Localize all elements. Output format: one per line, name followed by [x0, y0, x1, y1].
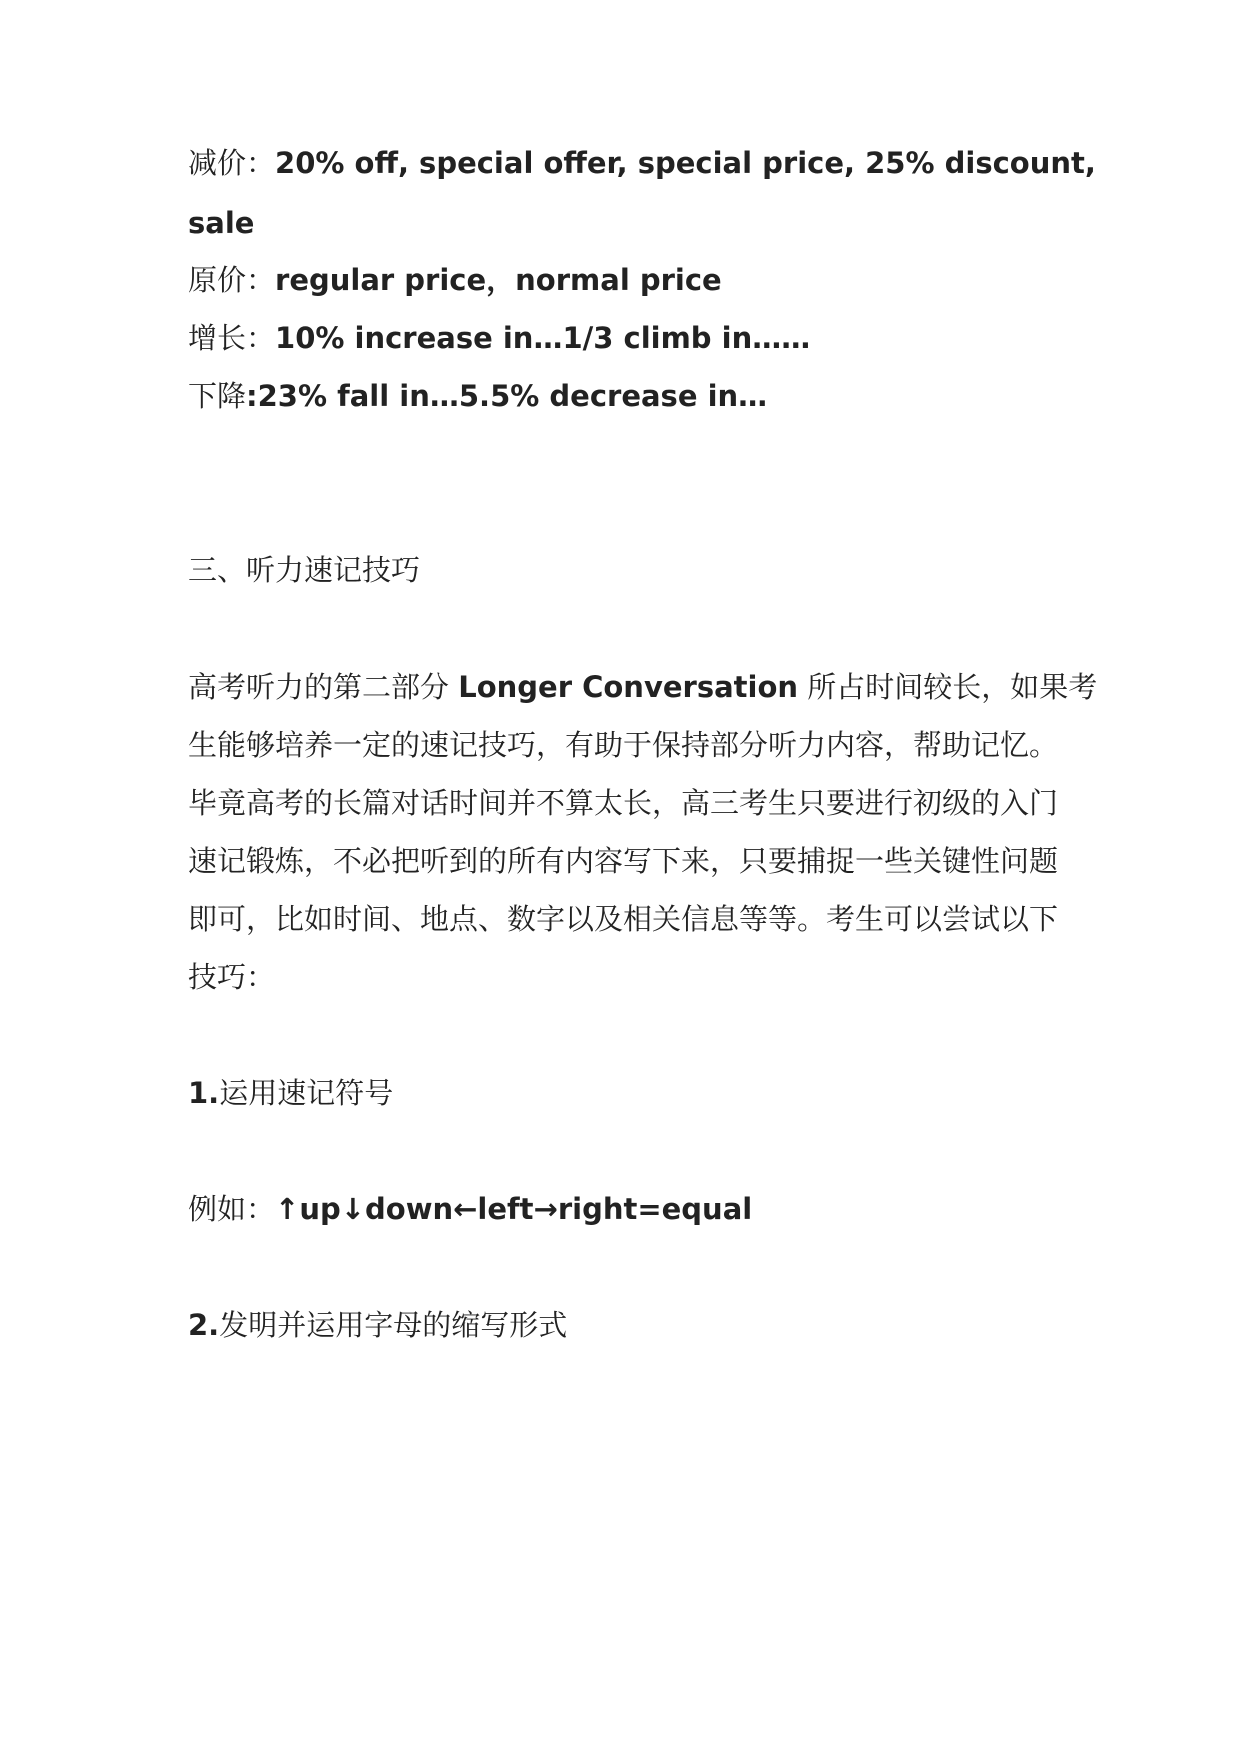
discount-text-continued: sale: [188, 206, 255, 240]
section-heading: 三、听力速记技巧: [188, 553, 421, 587]
tip-2-number: 2.: [188, 1308, 220, 1342]
example-label: 例如：: [188, 1192, 276, 1226]
intro-line-4: 速记锻炼，不必把听到的所有内容写下来，只要捕捉一些关键性问题: [188, 844, 1059, 878]
example-line: [188, 1189, 1068, 1229]
intro-text: 高考听力的第二部分: [188, 670, 459, 704]
intro-line-2: 生能够培养一定的速记技巧，有助于保持部分听力内容，帮助记忆。: [188, 728, 1059, 762]
intro-line-6: 技巧：: [188, 960, 276, 994]
discount-label: 减价：: [188, 146, 276, 180]
increase-label: 增长：: [188, 321, 276, 355]
tip-1-number: 1.: [188, 1076, 220, 1110]
discount-line: [188, 143, 1096, 183]
tip-2: [188, 1305, 1068, 1345]
intro-line-5: 即可，比如时间、地点、数字以及相关信息等等。考生可以尝试以下: [188, 902, 1059, 936]
original-price-text: regular price，normal price: [275, 263, 722, 297]
tip-1-text: 运用速记符号: [219, 1076, 394, 1110]
intro-line-3: 毕竟高考的长篇对话时间并不算太长，高三考生只要进行初级的入门: [188, 786, 1059, 820]
increase-line: [188, 318, 1068, 358]
original-price-label: 原价：: [188, 263, 276, 297]
discount-text: 20% off, special offer, special price, 25% discount,: [275, 146, 1096, 180]
decrease-label: 下降: [188, 379, 247, 413]
decrease-text: :23% fall in…5.5% decrease in…: [246, 379, 768, 413]
increase-text: 10% increase in…1/3 climb in……: [275, 321, 811, 355]
intro-term: Longer Conversation: [458, 670, 799, 704]
tip-1: [188, 1073, 1068, 1113]
decrease-line: [188, 376, 1068, 416]
intro-text-end: 所占时间较长，如果考: [798, 670, 1098, 704]
example-symbols: ↑up↓down←left→right=equal: [275, 1192, 753, 1226]
original-price-line: [188, 260, 1068, 300]
tip-2-text: 发明并运用字母的缩写形式: [219, 1308, 568, 1342]
intro-line-1: [188, 667, 1098, 707]
discount-line-continued: [188, 203, 1068, 243]
